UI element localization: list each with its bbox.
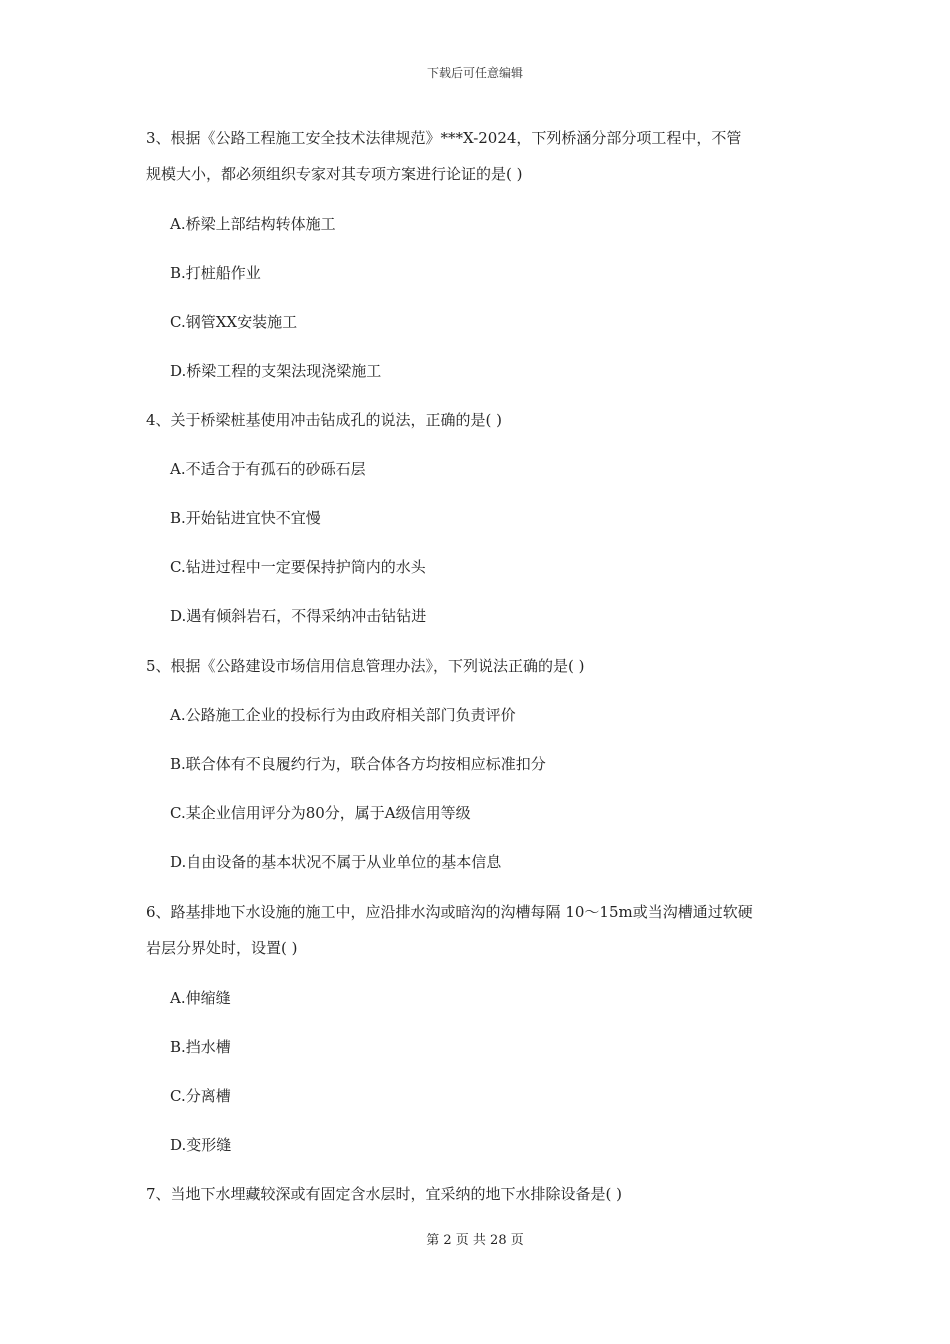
option-b: B.开始钻进宜快不宜慢: [170, 509, 321, 527]
option-b: B.联合体有不良履约行为，联合体各方均按相应标准扣分: [170, 755, 546, 773]
option-d: D.变形缝: [170, 1136, 232, 1154]
option-d: D.自由设备的基本状况不属于从业单位的基本信息: [170, 853, 502, 871]
option-a: A.不适合于有孤石的砂砾石层: [170, 460, 366, 478]
option-c: C.钢管XX安装施工: [170, 313, 298, 331]
question-text: 7、当地下水埋藏较深或有固定含水层时，宜采纳的地下水排除设备是( ): [146, 1185, 623, 1203]
question-text: 6、路基排地下水设施的施工中，应沿排水沟或暗沟的沟槽每隔 10～15m或当沟槽通过软硬: [146, 903, 753, 921]
page-footer: 第 2 页 共 28 页: [426, 1233, 524, 1248]
option-d: D.桥梁工程的支架法现浇梁施工: [170, 362, 382, 380]
option-c: C.钻进过程中一定要保持护筒内的水头: [170, 558, 426, 576]
option-a: A.公路施工企业的投标行为由政府相关部门负责评价: [170, 706, 516, 724]
question-text: 规模大小，都必须组织专家对其专项方案进行论证的是( ): [146, 165, 523, 183]
option-a: A.伸缩缝: [170, 989, 231, 1007]
question-text: 5、根据《公路建设市场信用信息管理办法》，下列说法正确的是( ): [146, 657, 585, 675]
question-text: 4、关于桥梁桩基使用冲击钻成孔的说法，正确的是( ): [146, 411, 503, 429]
option-a: A.桥梁上部结构转体施工: [170, 215, 336, 233]
option-c: C.分离槽: [170, 1087, 231, 1105]
option-b: B.打桩船作业: [170, 264, 261, 282]
question-text: 3、根据《公路工程施工安全技术法律规范》***X-2024，下列桥涵分部分项工程中，不管: [146, 129, 742, 147]
option-d: D.遇有倾斜岩石，不得采纳冲击钻钻进: [170, 607, 427, 625]
option-c: C.某企业信用评分为80分，属于A级信用等级: [170, 804, 471, 822]
page-header: 下载后可任意编辑: [426, 66, 523, 80]
option-b: B.挡水槽: [170, 1038, 231, 1056]
question-text: 岩层分界处时，设置( ): [146, 939, 298, 957]
